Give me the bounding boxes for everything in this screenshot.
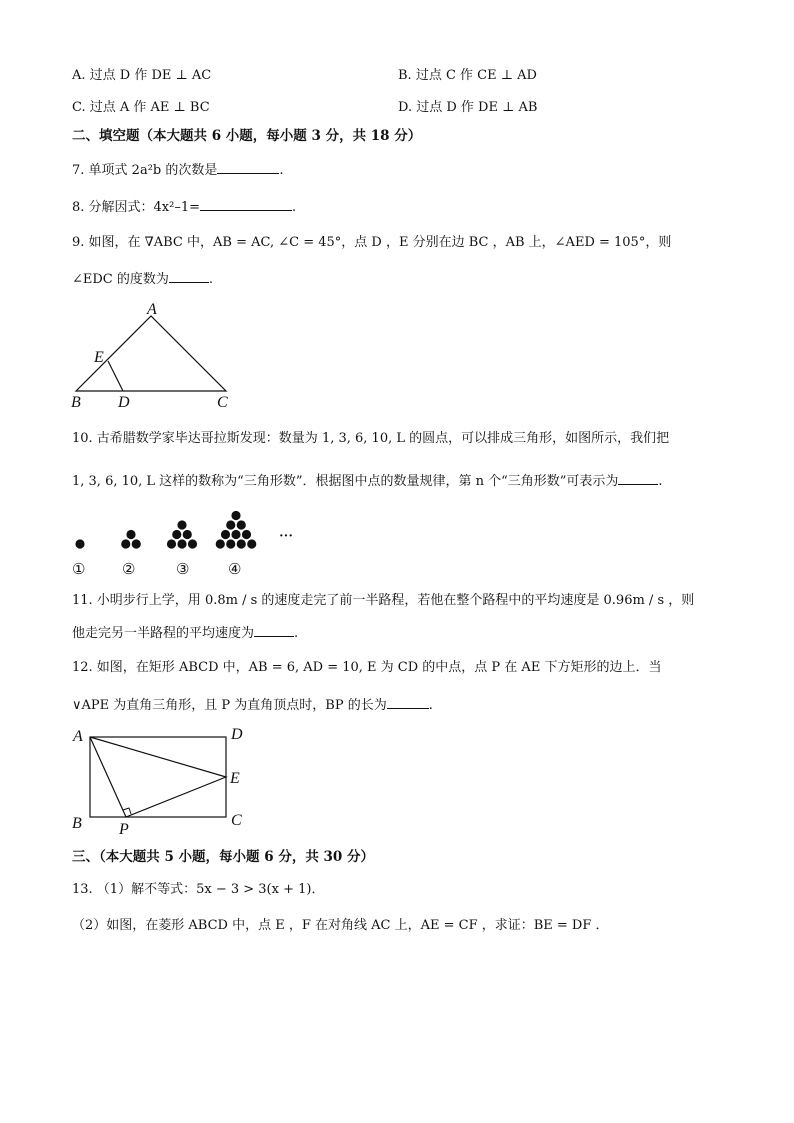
section-2-heading: 二、填空题（本大题共 6 小题，每小题 3 分，共 18 分） <box>72 128 422 144</box>
figure-label-4: ④ <box>228 560 242 578</box>
label-e: E <box>94 349 104 366</box>
dot <box>242 530 251 539</box>
dot-triangle-4 <box>216 511 257 549</box>
question-8 <box>72 198 296 217</box>
question-12-line1: 12. 如图，在矩形 ABCD 中，AB = 6, AD = 10, E 为 CD 的中点，点 P 在 AE 下方矩形的边上．当 <box>72 660 662 675</box>
q9-end: . <box>208 272 214 287</box>
q11-answer-blank[interactable] <box>254 624 294 637</box>
section-3-heading: 三、（本大题共 5 小题，每小题 6 分，共 30 分） <box>72 849 375 865</box>
label-e: E <box>230 770 240 787</box>
question-10-line2 <box>72 472 663 491</box>
dot <box>188 539 197 548</box>
option-b: B. 过点 C 作 CE ⊥ AD <box>398 68 537 83</box>
q12-end: . <box>428 698 433 713</box>
label-a: A <box>147 301 157 318</box>
question-11-line2 <box>72 624 298 643</box>
dot <box>183 530 192 539</box>
q11-text: 他走完另一半路程的平均速度为 <box>72 626 255 641</box>
dot <box>167 539 176 548</box>
dot <box>226 539 235 548</box>
question-9-line1: 9. 如图，在 ∇ABC 中，AB = AC, ∠C = 45°，点 D ，E 分别在边 BC ，AB 上，∠AED = 105°，则 <box>72 235 672 250</box>
dot <box>126 530 135 539</box>
rectangle-abcd <box>90 737 226 817</box>
q10-end: . <box>658 474 663 489</box>
rectangle-figure <box>68 722 258 838</box>
q8-text: 8. 分解因式：4x²–1= <box>72 200 201 215</box>
dot-triangle-2 <box>121 530 141 549</box>
question-10-line1: 10. 古希腊数学家毕达哥拉斯发现：数量为 1, 3, 6, 10, L 的圆点，可以排成三角形，如图所示，我们把 <box>72 431 670 446</box>
q9-text: ∠EDC 的度数为 <box>72 272 169 287</box>
label-b: B <box>72 815 82 832</box>
dot <box>75 539 84 548</box>
option-c: C. 过点 A 作 AE ⊥ BC <box>72 100 210 115</box>
figure-label-1: ① <box>72 560 86 578</box>
dot-triangle-1 <box>75 539 84 548</box>
question-13-part1: 13. （1）解不等式：5x − 3 > 3(x + 1)． <box>72 882 325 897</box>
label-c: C <box>231 812 242 829</box>
dot <box>231 530 240 539</box>
dot <box>231 511 240 520</box>
q7-answer-blank[interactable] <box>217 161 279 174</box>
dot <box>121 539 130 548</box>
dot-triangle-3 <box>167 520 197 548</box>
triangle-ape <box>90 737 226 817</box>
ellipsis: ··· <box>279 529 294 544</box>
q8-answer-blank[interactable] <box>200 198 292 211</box>
q8-end: . <box>292 200 297 215</box>
dot <box>226 520 235 529</box>
figure-label-3: ③ <box>176 560 190 578</box>
dot <box>172 530 181 539</box>
option-a: A. 过点 D 作 DE ⊥ AC <box>72 68 212 83</box>
dot <box>237 539 246 548</box>
q7-text: 7. 单项式 2a²b 的次数是 <box>72 163 218 178</box>
dot <box>221 530 230 539</box>
segment-ed <box>108 361 123 391</box>
question-11-line1: 11. 小明步行上学，用 0.8m / s 的速度走完了前一半路程，若他在整个路程中的平均速度是 0.96m / s ，则 <box>72 593 695 608</box>
q9-answer-blank[interactable] <box>169 270 209 283</box>
label-d: D <box>118 394 130 411</box>
figure-label-2: ② <box>122 560 136 578</box>
dot <box>177 539 186 548</box>
label-a: A <box>73 728 83 745</box>
q10-answer-blank[interactable] <box>618 472 658 485</box>
triangle-figure <box>68 300 238 412</box>
option-d: D. 过点 D 作 DE ⊥ AB <box>398 100 538 115</box>
label-d: D <box>231 726 243 743</box>
dot <box>247 539 256 548</box>
q11-end: . <box>294 626 299 641</box>
question-9-line2 <box>72 270 213 289</box>
question-12-line2 <box>72 696 433 715</box>
question-13-part2: （2）如图，在菱形 ABCD 中，点 E ，F 在对角线 AC 上，AE = CF ，求证：BE = DF ． <box>72 918 609 933</box>
triangular-dots-figure <box>66 504 306 554</box>
dot <box>177 520 186 529</box>
label-b: B <box>71 394 81 411</box>
label-p: P <box>119 821 129 838</box>
dot <box>237 520 246 529</box>
dot <box>132 539 141 548</box>
q12-answer-blank[interactable] <box>387 696 429 709</box>
q12-text: ∨APE 为直角三角形，且 P 为直角顶点时，BP 的长为 <box>72 698 387 713</box>
q7-end: . <box>279 163 284 178</box>
label-c: C <box>217 394 228 411</box>
dot <box>216 539 225 548</box>
q10-text: 1, 3, 6, 10, L 这样的数称为“三角形数”．根据图中点的数量规律，第 n 个“三角形数”可表示为 <box>72 474 619 489</box>
question-7 <box>72 161 284 180</box>
